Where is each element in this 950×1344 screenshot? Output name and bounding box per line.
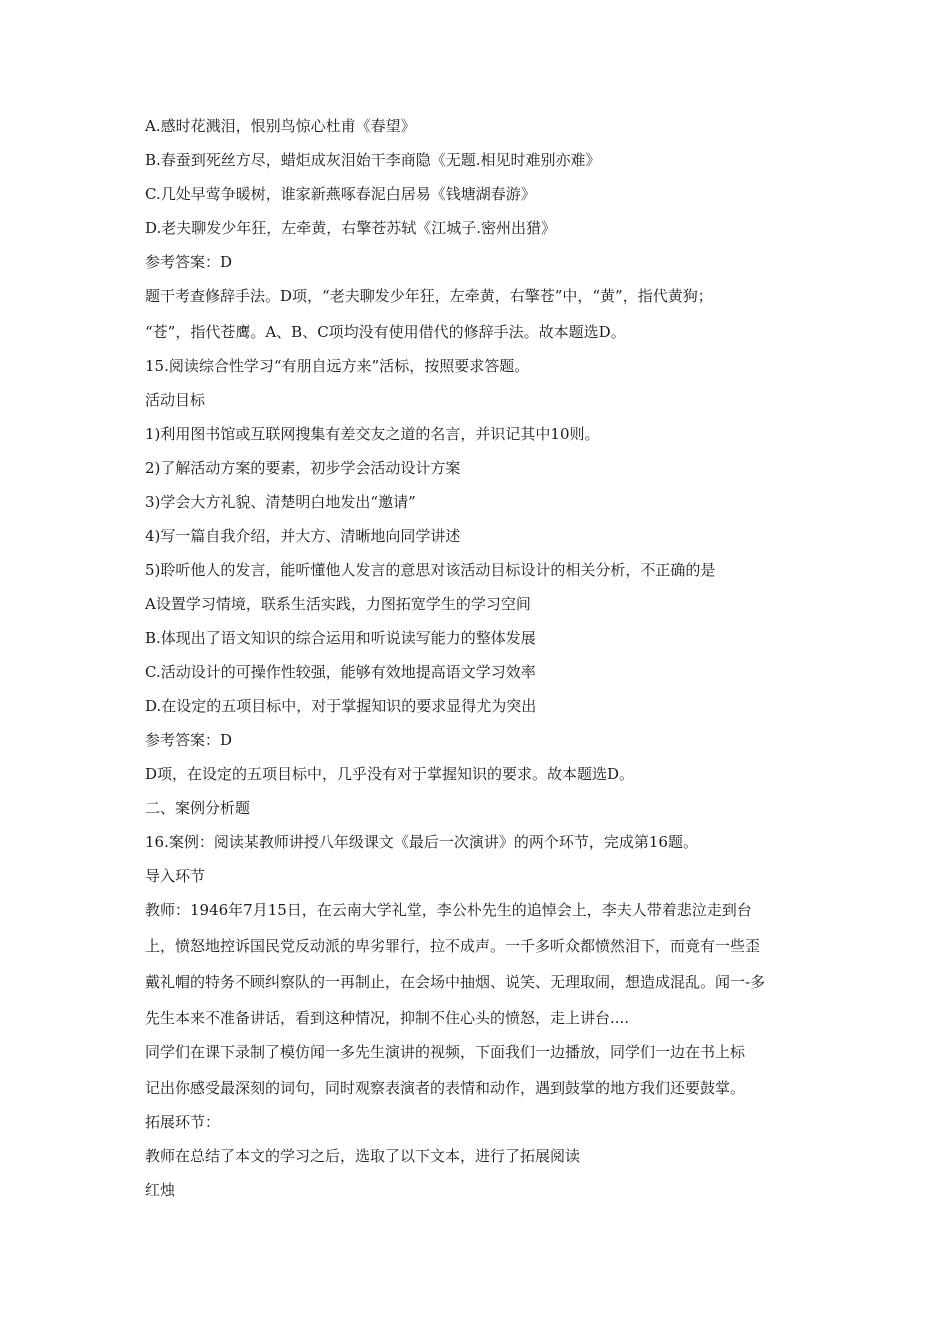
q15-option-d: D.在设定的五项目标中，对于掌握知识的要求显得尤为突出 xyxy=(145,697,537,715)
q15-explanation: D项，在设定的五项目标中，几乎没有对于掌握知识的要求。故本题选D。 xyxy=(145,765,635,783)
poem-title: 红烛 xyxy=(145,1181,176,1199)
q15-goal-1: 1)利用图书馆或互联网搜集有差交友之道的名言，并识记其中10则。 xyxy=(145,425,600,443)
q15-option-a: A设置学习情境，联系生活实践，力图拓宽学生的学习空间 xyxy=(145,595,531,613)
q14-option-b: B.春蚕到死丝方尽，蜡炬成灰泪始干李商隐《无题.相见时难别亦难》 xyxy=(145,151,601,169)
q15-stem: 15.阅读综合性学习“有朋自远方来”活标，按照要求答题。 xyxy=(145,357,530,375)
intro-students-line: 记出你感受最深刻的词句，同时观察表演者的表情和动作，遇到鼓掌的地方我们还要鼓掌。 xyxy=(145,1079,746,1097)
q14-explanation xyxy=(145,286,815,342)
intro-teacher-line: 先生本来不准备讲话，看到这种情况，抑制不住心头的愤怒，走上讲台.... xyxy=(145,1009,630,1027)
q15-goal-4: 4)写一篇自我介绍，并大方、清晰地向同学讲述 xyxy=(145,527,461,545)
intro-teacher-paragraph xyxy=(145,900,815,1028)
intro-title: 导入环节 xyxy=(145,867,206,885)
q15-option-c: C.活动设计的可操作性较强，能够有效地提高语文学习效率 xyxy=(145,663,536,681)
intro-students-line: 同学们在课下录制了模仿闻一多先生演讲的视频，下面我们一边播放，同学们一边在书上标 xyxy=(145,1043,746,1061)
q15-option-b: B.体现出了语文知识的综合运用和听说读写能力的整体发展 xyxy=(145,629,536,647)
q14-option-d: D.老夫聊发少年狂，左牵黄，右擎苍苏轼《江城子.密州出猎》 xyxy=(145,219,557,237)
document-body xyxy=(145,116,815,1200)
intro-teacher-line: 上，愤怒地控诉国民党反动派的卑劣罪行，拉不成声。一千多听众都愤然泪下，而竟有一些歪 xyxy=(145,937,761,955)
intro-students-paragraph xyxy=(145,1042,815,1098)
q15-goals-title: 活动目标 xyxy=(145,391,206,409)
section-2-title: 二、案例分析题 xyxy=(145,799,251,817)
q14-option-a: A.感时花溅泪，恨别鸟惊心杜甫《春望》 xyxy=(145,117,416,135)
q15-goal-5: 5)聆听他人的发言，能听懂他人发言的意思对该活动目标设计的相关分析，不正确的是 xyxy=(145,561,716,579)
q15-goal-3: 3)学会大方礼貌、清楚明白地发出“邀请” xyxy=(145,493,416,511)
q14-answer: 参考答案：D xyxy=(145,253,233,271)
extension-title: 拓展环节： xyxy=(145,1113,221,1131)
q15-answer: 参考答案：D xyxy=(145,731,233,749)
q14-explanation-line: “苍”，指代苍鹰。A、B、C项均没有使用借代的修辞手法。故本题选D。 xyxy=(145,323,626,341)
q14-option-c: C.几处早莺争暖树，谁家新燕啄春泥白居易《钱塘湖春游》 xyxy=(145,185,536,203)
intro-teacher-line: 教师：1946年7月15日，在云南大学礼堂，李公朴先生的追悼会上，李夫人带着悲泣走到台 xyxy=(145,901,752,919)
extension-text: 教师在总结了本文的学习之后，选取了以下文本，进行了拓展阅读 xyxy=(145,1147,581,1165)
intro-teacher-line: 戴礼帽的特务不顾纠察队的一再制止，在会场中抽烟、说笑、无理取闹，想造成混乱。闻一-多 xyxy=(145,973,766,991)
q16-stem: 16.案例：阅读某教师讲授八年级课文《最后一次演讲》的两个环节，完成第16题。 xyxy=(145,833,698,851)
q15-goal-2: 2)了解活动方案的要素，初步学会活动设计方案 xyxy=(145,459,461,477)
q14-explanation-line: 题干考查修辞手法。D项，“老夫聊发少年狂，左牵黄，右擎苍”中，“黄”，指代黄狗； xyxy=(145,287,713,305)
